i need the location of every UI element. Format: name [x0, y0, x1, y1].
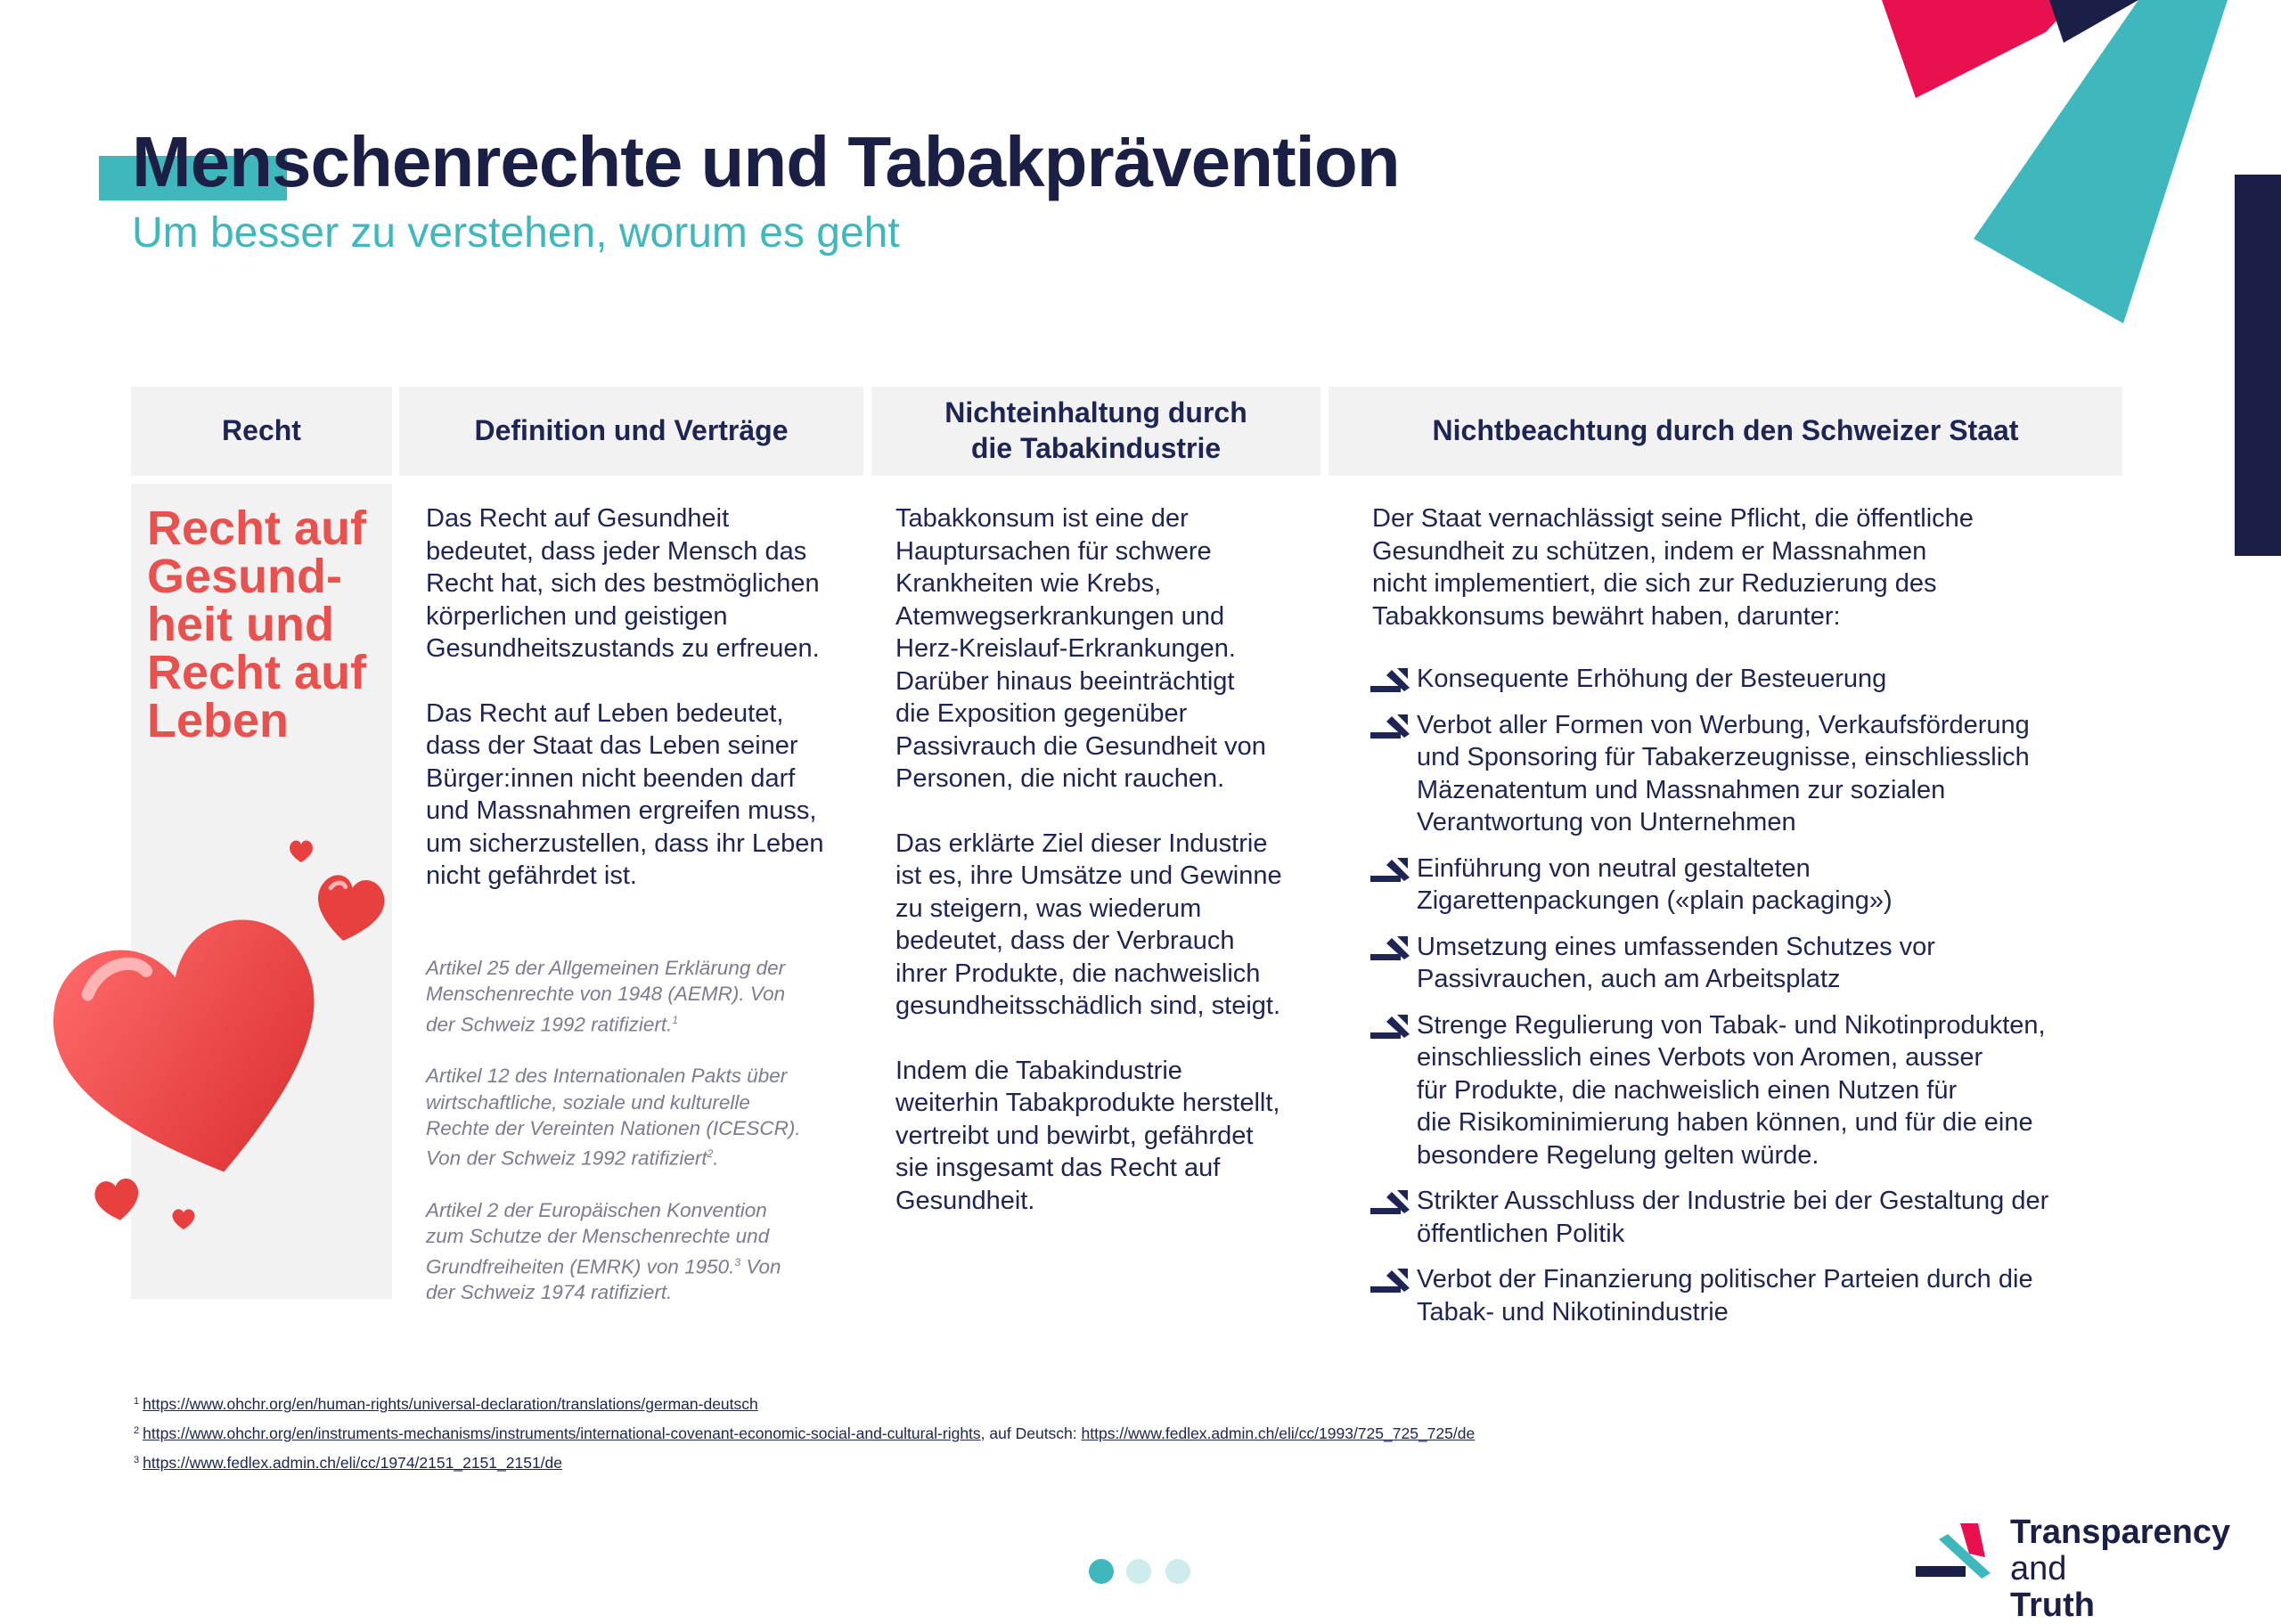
treaty-references	[426, 955, 836, 1306]
footnote-1: $^1$ https://www.ohchr.org/en/human-rights/universal-declaration/translations/german-deutsch	[134, 1395, 758, 1413]
definition-paragraph-life: Das Recht auf Leben bedeutet, dass der Staat das Leben seiner Bürger:innen nicht beenden darf und Massnahmen ergreifen muss, um sicherzustellen, dass ihr Leben nicht gefährdet ist.	[426, 698, 824, 890]
industry-paragraph: Das erklärte Ziel dieser Industrie ist es, ihre Umsätze und Gewinne zu steigern, was wiederum bedeutet, dass der Verbrauch ihrer Produkte, die nachweislich gesundheitsschädlich sind, steigt.	[895, 828, 1282, 1020]
page-subtitle: Um besser zu verstehen, worum es geht	[132, 209, 900, 257]
list-item: Umsetzung eines umfassenden Schutzes vor Passivrauchen, auch am Arbeitsplatz	[1370, 931, 2119, 996]
column-header-state: Nichtbeachtung durch den Schweizer Staat	[1329, 387, 2122, 476]
footnote-link[interactable]: https://www.ohchr.org/en/human-rights/universal-declaration/translations/german-deutsch	[143, 1395, 758, 1413]
arrow-icon	[1370, 1188, 1411, 1215]
definition-paragraph-health: Das Recht auf Gesundheit bedeutet, dass jeder Mensch das Recht hat, sich des bestmöglichen körperlichen und geistigen Gesundheitszustands zu erfreuen.	[426, 504, 820, 663]
treaty-emrk: Artikel 2 der Europäischen Konvention zum Schutze der Menschenrechte und Grundfreiheiten (EMRK) von 1950.$^3$ Von der Schweiz 1974 ratifiziert.	[426, 1199, 781, 1304]
list-item: Einführung von neutral gestalteten Zigarettenpackungen («plain packaging»)	[1370, 853, 2119, 918]
hearts-illustration	[36, 828, 419, 1247]
arrow-icon	[1370, 713, 1411, 739]
column-header-recht: Recht	[131, 387, 392, 476]
list-item: Konsequente Erhöhung der Besteuerung	[1370, 663, 2119, 696]
footnote-link[interactable]: https://www.fedlex.admin.ch/eli/cc/1993/725_725_725/de	[1081, 1424, 1476, 1442]
treaty-icescr: Artikel 12 des Internationalen Pakts über wirtschaftliche, soziale und kulturelle Rechte der Vereinten Nationen (ICESCR). Von der Schweiz 1992 ratifiziert$^2$.	[426, 1065, 801, 1170]
logo-text: Transparency and Truth	[2010, 1514, 2231, 1624]
tiny-heart-icon	[173, 1209, 195, 1229]
arrow-icon	[1370, 856, 1411, 883]
page-dot[interactable]	[1126, 1559, 1151, 1584]
footnote-link[interactable]: https://www.fedlex.admin.ch/eli/cc/1974/2151_2151_2151/de	[143, 1454, 563, 1472]
state-intro: Der Staat vernachlässigt seine Pflicht, die öffentliche Gesundheit zu schützen, indem er Massnahmen nicht implementiert, die sich zur Reduzierung des Tabakkonsums bewährt haben, darunter:	[1372, 504, 1974, 631]
list-item: Verbot der Finanzierung politischer Parteien durch die Tabak- und Nikotinindustrie	[1370, 1263, 2119, 1328]
column-header-definition: Definition und Verträge	[399, 387, 863, 476]
pink-shape	[1882, 0, 2076, 98]
page-title: Menschenrechte und Tabakprävention	[132, 122, 1400, 201]
right-title: Recht auf Gesund- heit und Recht auf Leben	[147, 502, 367, 747]
treaty-aemr: Artikel 25 der Allgemeinen Erklärung der Menschenrechte von 1948 (AEMR). Von der Schweiz 1992 ratifiziert.$^1$	[426, 957, 786, 1036]
industry-paragraph: Indem die Tabakindustrie weiterhin Tabakprodukte herstellt, vertreibt und bewirbt, gefährdet sie insgesamt das Recht auf Gesundheit.	[895, 1056, 1280, 1215]
big-heart-icon	[37, 905, 351, 1204]
footnote-3: $^3$ https://www.fedlex.admin.ch/eli/cc/1974/2151_2151_2151/de	[134, 1454, 563, 1472]
page-dot-active[interactable]	[1089, 1559, 1114, 1584]
list-item: Strenge Regulierung von Tabak- und Nikotinprodukten, einschliesslich eines Verbots von Aromen, ausser für Produkte, die nachweislich einen Nutzen für die Risikominimierung haben können, und für die eine besondere Regelung gelten würde.	[1370, 1009, 2119, 1172]
footnote-2: $^2$ https://www.ohchr.org/en/instruments-mechanisms/instruments/international-covenant-economic-social-and-cultural-rights, auf Deutsch: https://www.fedlex.admin.ch/eli/cc/1993/725_725_725/de	[134, 1424, 1476, 1442]
industry-column	[895, 502, 1314, 1217]
logo-mark-icon	[1914, 1522, 2007, 1582]
list-item: Strikter Ausschluss der Industrie bei der Gestaltung der öffentlichen Politik	[1370, 1185, 2119, 1250]
industry-paragraph: Tabakkonsum ist eine der Hauptursachen für schwere Krankheiten wie Krebs, Atemwegserkrankungen und Herz-Kreislauf-Erkrankungen. Darüber hinaus beeinträchtigt die Exposition gegenüber Passivrauch die Gesundheit von Personen, die nicht rauchen.	[895, 504, 1266, 793]
small-heart-icon	[290, 841, 313, 863]
definition-column	[426, 502, 845, 893]
navy-side-bar	[2235, 175, 2281, 556]
state-measures-list	[1370, 663, 2119, 1342]
arrow-icon	[1370, 1013, 1411, 1040]
page-dot[interactable]	[1165, 1559, 1190, 1584]
list-item: Verbot aller Formen von Werbung, Verkaufsförderung und Sponsoring für Tabakerzeugnisse, einschliesslich Mäzenatentum und Massnahmen zur sozialen Verantwortung von Unternehmen	[1370, 709, 2119, 839]
footnote-link[interactable]: https://www.ohchr.org/en/instruments-mechanisms/instruments/international-covenant-economic-social-and-cultural-rights	[143, 1424, 981, 1442]
arrow-icon	[1370, 666, 1411, 693]
arrow-icon	[1370, 1267, 1411, 1293]
small-heart-icon	[93, 1177, 142, 1223]
medium-heart-icon	[311, 872, 388, 947]
column-header-industry: Nichteinhaltung durch die Tabakindustrie	[871, 387, 1320, 476]
arrow-icon	[1370, 934, 1411, 961]
